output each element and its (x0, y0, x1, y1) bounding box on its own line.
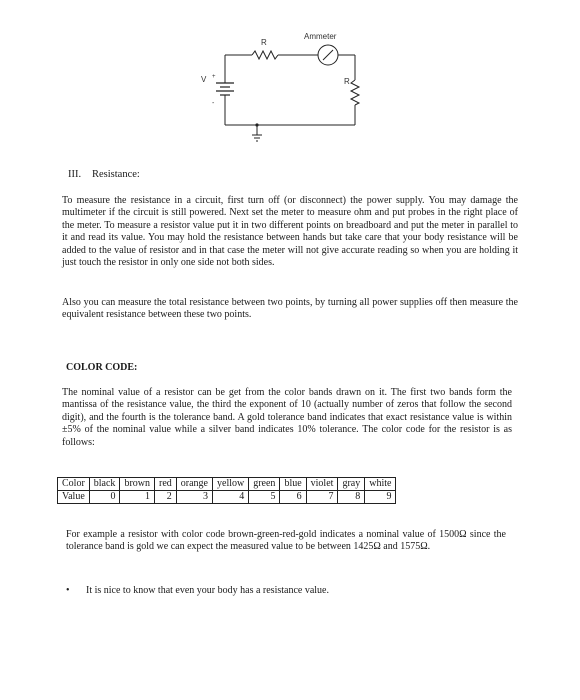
section-number: III. (68, 169, 82, 180)
source-label: V (201, 75, 207, 84)
table-cell: 5 (249, 491, 280, 504)
resistor-top-label: R (261, 38, 267, 47)
section-title: Resistance: (92, 169, 140, 180)
ammeter-label: Ammeter (304, 32, 337, 41)
table-cell: Color (58, 478, 90, 491)
color-code-table (57, 477, 396, 504)
paragraph-measure-resistance: To measure the resistance in a circuit, first turn off (or disconnect) the power supply. You may damage the multimeter if the circuit is still powered. Next set the meter to measure ohm and put probes in the right place of the meter. To measure a resistor value put it in two different points on breadboard and put the meter in parallel to it and read its value. You may hold the resistance between hands but take care that your body resistance will be added to the value of resistor and in that case the meter will not give accurate reading so when you are holding it just touch the resistor in only one side not both sides. (62, 195, 518, 269)
resistor-top-symbol (252, 51, 278, 59)
table-cell: blue (280, 478, 306, 491)
table-cell: 3 (176, 491, 212, 504)
table-cell: black (89, 478, 120, 491)
table-cell: 8 (338, 491, 365, 504)
section-heading (68, 169, 140, 180)
table-cell: green (249, 478, 280, 491)
table-cell: yellow (213, 478, 249, 491)
plus-sign: + (212, 74, 216, 80)
paragraph-example: For example a resistor with color code brown-green-red-gold indicates a nominal value of 1500Ω since the tolerance band is gold we can expect the measured value to be between 1425Ω and 1575Ω. (66, 529, 506, 553)
list-item (66, 585, 329, 596)
paragraph-total-resistance: Also you can measure the total resistance between two points, by turning all power supplies off then measure the equivalent resistance between these two points. (62, 297, 518, 321)
resistor-right-symbol (351, 80, 359, 105)
circuit-diagram (190, 25, 380, 155)
table-cell: violet (306, 478, 338, 491)
ammeter-needle (323, 50, 333, 60)
table-row (58, 478, 396, 491)
table-cell: brown (120, 478, 155, 491)
paragraph-color-code: The nominal value of a resistor can be get from the color bands drawn on it. The first two bands form the mantissa of the resistance value, the third the exponent of 10 (actually number of zeros that follow the second digit), and the fourth is the tolerance band. A gold tolerance band indicates that exact resistance value is within ±5% of the nominal value while a silver band indicates 10% tolerance. The color code for the resistor is as follows: (62, 387, 512, 448)
bullet-marker: • (66, 585, 70, 596)
table-cell: 6 (280, 491, 306, 504)
table-cell: 7 (306, 491, 338, 504)
bullet-text: It is nice to know that even your body has a resistance value. (86, 585, 329, 596)
table-cell: white (365, 478, 396, 491)
table-cell: red (155, 478, 177, 491)
ground-node (255, 123, 258, 126)
resistor-right-label: R (344, 77, 350, 86)
minus-sign: - (212, 100, 215, 107)
table-cell: 0 (89, 491, 120, 504)
table-cell: 2 (155, 491, 177, 504)
table-cell: 1 (120, 491, 155, 504)
table-cell: orange (176, 478, 212, 491)
table-row (58, 491, 396, 504)
color-code-heading: COLOR CODE: (66, 362, 138, 373)
table-cell: 4 (213, 491, 249, 504)
table-cell: 9 (365, 491, 396, 504)
table-cell: gray (338, 478, 365, 491)
table-cell: Value (58, 491, 90, 504)
